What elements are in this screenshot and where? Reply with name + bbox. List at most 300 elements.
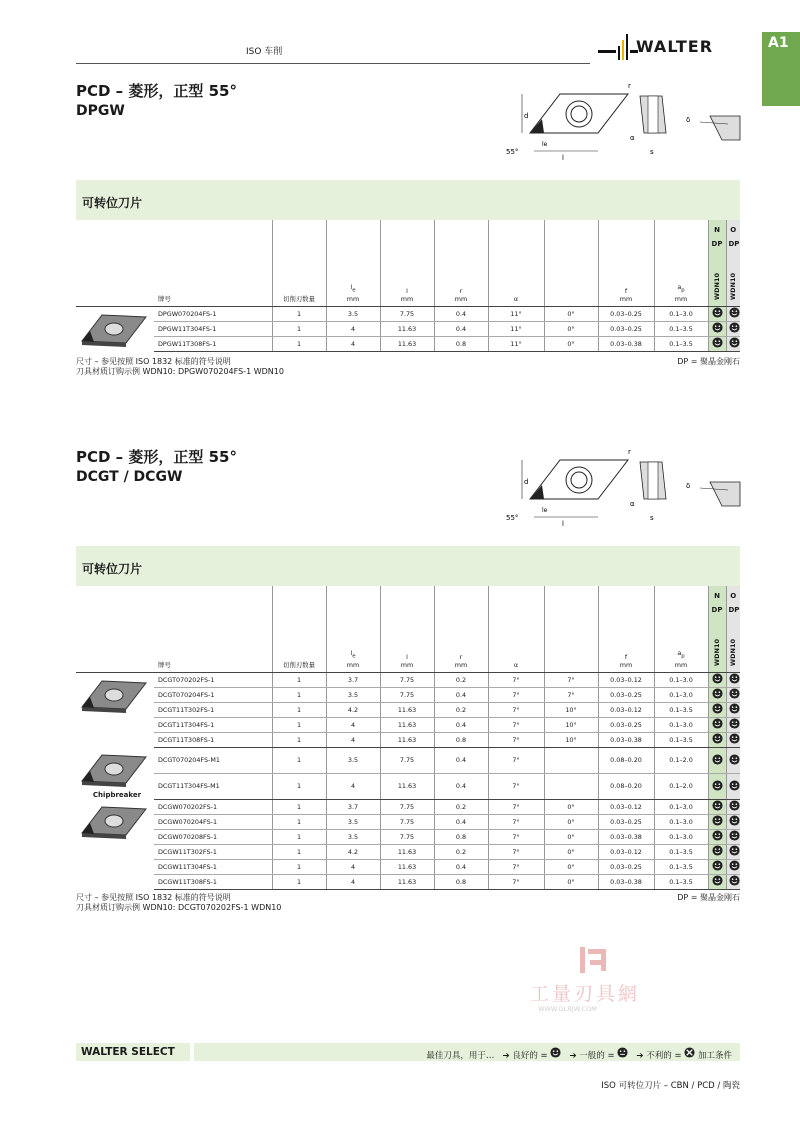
cell-edges: 1	[272, 732, 326, 747]
cell-f: 0.03–0.25	[598, 814, 654, 829]
cell-ap: 0.1–3.5	[654, 874, 708, 889]
table-row	[76, 844, 740, 859]
cell-alpha: 7°	[488, 672, 544, 687]
cell-designation: DCGT070202FS-1	[154, 672, 272, 687]
cell-l: 7.75	[380, 672, 434, 687]
section1-note-order-example: 刀具材质订购示例 WDN10: DPGW070204FS-1 WDN10	[76, 367, 284, 376]
cell-alpha: 7°	[488, 874, 544, 889]
cell-designation: DCGT11T308FS-1	[154, 732, 272, 747]
good-face-icon	[729, 337, 740, 348]
cell-col7: 0°	[544, 874, 598, 889]
cell-alpha: 11°	[488, 321, 544, 336]
col-header-designation: 牌号	[154, 220, 272, 306]
cell-ap: 0.1–3.0	[654, 814, 708, 829]
walter-logo	[598, 32, 740, 60]
diagram-label-l: l	[562, 154, 564, 162]
cell-alpha: 7°	[488, 814, 544, 829]
cell-grade-n	[708, 747, 726, 773]
good-face-icon	[729, 673, 740, 684]
table-row	[76, 874, 740, 889]
cell-grade-o	[726, 336, 740, 351]
cell-f: 0.03–0.12	[598, 799, 654, 814]
cell-edges: 1	[272, 799, 326, 814]
table-row	[76, 321, 740, 336]
cell-edges: 1	[272, 702, 326, 717]
col-header-alpha: α	[488, 220, 544, 306]
table-row	[76, 747, 740, 773]
cell-le: 4	[326, 859, 380, 874]
cell-col7: 0°	[544, 799, 598, 814]
cell-grade-n	[708, 829, 726, 844]
cell-alpha: 7°	[488, 799, 544, 814]
good-face-icon	[729, 688, 740, 699]
cell-grade-o	[726, 321, 740, 336]
cell-grade-n	[708, 732, 726, 747]
good-face-icon	[729, 800, 740, 811]
legend-bad: 不利的 =	[646, 1051, 682, 1061]
cell-edges: 1	[272, 747, 326, 773]
cell-l: 11.63	[380, 321, 434, 336]
cell-f: 0.03–0.25	[598, 687, 654, 702]
col-header-f: f mm	[598, 220, 654, 306]
cell-f: 0.03–0.38	[598, 874, 654, 889]
cell-alpha: 7°	[488, 859, 544, 874]
cell-ap: 0.1–2.0	[654, 773, 708, 799]
cell-r: 0.4	[434, 687, 488, 702]
cell-r: 0.4	[434, 747, 488, 773]
col-header-ap: $a_p$ mm	[654, 586, 708, 672]
cell-f: 0.03–0.25	[598, 306, 654, 321]
cell-col7: 10°	[544, 702, 598, 717]
cell-alpha: 7°	[488, 829, 544, 844]
cell-l: 11.63	[380, 717, 434, 732]
cell-f: 0.03–0.38	[598, 336, 654, 351]
cell-le: 3.5	[326, 306, 380, 321]
col-header-le: $l_e$ mm	[326, 220, 380, 306]
cell-f: 0.08–0.20	[598, 773, 654, 799]
cell-grade-n	[708, 321, 726, 336]
section2-note-order-example: 刀具材质订购示例 WDN10: DCGT070202FS-1 WDN10	[76, 903, 282, 912]
cell-grade-n	[708, 717, 726, 732]
cell-f: 0.03–0.25	[598, 859, 654, 874]
cell-designation: DPGW11T308FS-1	[154, 336, 272, 351]
cell-alpha: 11°	[488, 306, 544, 321]
cell-le: 4	[326, 336, 380, 351]
section2-note-dimensions: 尺寸 – 参见按照 ISO 1832 标准的符号说明	[76, 893, 231, 902]
cell-r: 0.8	[434, 874, 488, 889]
cell-designation: DCGW070208FS-1	[154, 829, 272, 844]
col-header-ap: $a_p$ mm	[654, 220, 708, 306]
cell-designation: DCGT11T304FS-M1	[154, 773, 272, 799]
section2-subtitle: DCGT / DCGW	[76, 469, 183, 485]
cell-edges: 1	[272, 672, 326, 687]
cell-edges: 1	[272, 814, 326, 829]
cell-grade-n	[708, 773, 726, 799]
watermark-text: 工量刃具網	[530, 983, 641, 1005]
diagram-label-r: r	[628, 448, 631, 456]
cell-l: 7.75	[380, 747, 434, 773]
cell-edges: 1	[272, 874, 326, 889]
good-face-icon	[712, 307, 723, 318]
cell-edges: 1	[272, 717, 326, 732]
good-face-icon	[550, 1047, 561, 1058]
insert-image-cell	[76, 747, 154, 799]
diagram-label-s: s	[650, 148, 654, 156]
arrow-icon: ➔	[636, 1051, 644, 1061]
cell-ap: 0.1–3.5	[654, 844, 708, 859]
cell-ap: 0.1–3.5	[654, 336, 708, 351]
good-face-icon	[729, 718, 740, 729]
watermark-logo-icon	[578, 945, 610, 977]
cell-l: 7.75	[380, 814, 434, 829]
diagram-label-l: l	[562, 520, 564, 528]
arrow-icon: ➔	[569, 1051, 577, 1061]
walter-logo-text: WALTER	[636, 37, 714, 56]
walter-logo-mark-icon	[598, 32, 638, 60]
cell-r: 0.2	[434, 702, 488, 717]
cell-r: 0.4	[434, 814, 488, 829]
diagram-label-le: le	[542, 507, 548, 514]
diagram-label-d: d	[524, 478, 529, 486]
cell-grade-o	[726, 306, 740, 321]
good-face-icon	[729, 733, 740, 744]
insert-photo-icon	[78, 749, 150, 791]
cell-r: 0.2	[434, 672, 488, 687]
cell-grade-n	[708, 702, 726, 717]
cell-ap: 0.1–2.0	[654, 747, 708, 773]
good-face-icon	[729, 830, 740, 841]
section1-subtitle: DPGW	[76, 103, 125, 119]
cell-le: 3.5	[326, 747, 380, 773]
cell-designation: DCGT070204FS-M1	[154, 747, 272, 773]
cell-l: 11.63	[380, 844, 434, 859]
cell-designation: DCGW070204FS-1	[154, 814, 272, 829]
good-face-icon	[729, 754, 740, 765]
diagram-label-alpha: α	[630, 134, 635, 142]
cell-r: 0.8	[434, 336, 488, 351]
cell-f: 0.03–0.38	[598, 732, 654, 747]
cell-edges: 1	[272, 844, 326, 859]
cell-grade-n	[708, 799, 726, 814]
cell-designation: DCGW11T304FS-1	[154, 859, 272, 874]
section1-band: 可转位刀片	[76, 180, 740, 220]
chipbreaker-label: Chipbreaker	[92, 791, 142, 799]
legend-good: 良好的 =	[512, 1051, 548, 1061]
diagram-label-alpha: α	[630, 500, 635, 508]
cell-le: 4	[326, 321, 380, 336]
good-face-icon	[729, 703, 740, 714]
cell-le: 3.5	[326, 829, 380, 844]
footer-page-reference: ISO 可转位刀片 – CBN / PCD / 陶瓷	[601, 1081, 740, 1091]
cell-col7: 0°	[544, 859, 598, 874]
cell-grade-n	[708, 874, 726, 889]
cell-le: 3.5	[326, 814, 380, 829]
diagram-label-s: s	[650, 514, 654, 522]
col-header-r: r mm	[434, 586, 488, 672]
section2-band: 可转位刀片	[76, 546, 740, 586]
diagram-label-angle: 55°	[506, 514, 519, 522]
cell-f: 0.03–0.12	[598, 672, 654, 687]
cell-col7: 0°	[544, 306, 598, 321]
table-row	[76, 773, 740, 799]
cell-designation: DPGW11T304FS-1	[154, 321, 272, 336]
diagram-label-le: le	[542, 141, 548, 148]
cell-ap: 0.1–3.5	[654, 702, 708, 717]
table-row	[76, 672, 740, 687]
col-header-col7	[544, 220, 598, 306]
good-face-icon	[712, 337, 723, 348]
cell-grade-o	[726, 732, 740, 747]
cell-col7	[544, 773, 598, 799]
cell-grade-n	[708, 814, 726, 829]
good-face-icon	[729, 780, 740, 791]
table-row	[76, 732, 740, 747]
cell-designation: DPGW070204FS-1	[154, 306, 272, 321]
table-row	[76, 336, 740, 351]
col-header-r: r mm	[434, 220, 488, 306]
good-face-icon	[712, 875, 723, 886]
cell-grade-o	[726, 672, 740, 687]
insert-photo-icon	[78, 801, 150, 843]
table-row	[76, 799, 740, 814]
diagram-label-delta: δ	[686, 482, 691, 490]
cell-r: 0.4	[434, 717, 488, 732]
good-face-icon	[712, 780, 723, 791]
cell-f: 0.03–0.25	[598, 321, 654, 336]
cell-edges: 1	[272, 321, 326, 336]
footer-brand: WALTER SELECT	[76, 1043, 190, 1061]
cell-col7: 0°	[544, 829, 598, 844]
cell-l: 11.63	[380, 732, 434, 747]
cell-ap: 0.1–3.0	[654, 306, 708, 321]
cell-grade-o	[726, 747, 740, 773]
cell-designation: DCGT11T304FS-1	[154, 717, 272, 732]
good-face-icon	[729, 307, 740, 318]
cell-designation: DCGW11T308FS-1	[154, 874, 272, 889]
col-header-edges: 切削刃数量	[272, 220, 326, 306]
diagram-label-r: r	[628, 82, 631, 90]
cell-ap: 0.1–3.0	[654, 829, 708, 844]
cell-le: 4	[326, 773, 380, 799]
insert-image-cell	[76, 672, 154, 747]
cell-l: 7.75	[380, 829, 434, 844]
cell-edges: 1	[272, 306, 326, 321]
cell-col7: 7°	[544, 672, 598, 687]
col-header-col7	[544, 586, 598, 672]
cell-ap: 0.1–3.5	[654, 732, 708, 747]
cell-ap: 0.1–3.5	[654, 859, 708, 874]
cell-ap: 0.1–3.5	[654, 321, 708, 336]
cell-r: 0.4	[434, 306, 488, 321]
cell-col7: 0°	[544, 814, 598, 829]
good-face-icon	[712, 845, 723, 856]
good-face-icon	[729, 815, 740, 826]
cell-grade-o	[726, 799, 740, 814]
insert-photo-icon	[78, 309, 150, 351]
cell-le: 4	[326, 732, 380, 747]
col-header-le: $l_e$ mm	[326, 586, 380, 672]
good-face-icon	[712, 830, 723, 841]
cell-f: 0.03–0.25	[598, 717, 654, 732]
table-row	[76, 717, 740, 732]
good-face-icon	[729, 322, 740, 333]
cell-grade-o	[726, 687, 740, 702]
cell-l: 11.63	[380, 702, 434, 717]
section1-insert-diagram	[500, 78, 745, 164]
cell-f: 0.08–0.20	[598, 747, 654, 773]
cell-edges: 1	[272, 687, 326, 702]
section1-table	[76, 220, 740, 352]
cell-alpha: 7°	[488, 687, 544, 702]
cell-grade-n	[708, 859, 726, 874]
good-face-icon	[712, 754, 723, 765]
cell-grade-o	[726, 829, 740, 844]
footer-legend	[194, 1043, 740, 1061]
good-face-icon	[729, 860, 740, 871]
cell-edges: 1	[272, 336, 326, 351]
legend-conditions: 加工条件	[697, 1051, 732, 1061]
cell-grade-n	[708, 336, 726, 351]
cell-grade-o	[726, 814, 740, 829]
cell-col7	[544, 747, 598, 773]
cell-edges: 1	[272, 773, 326, 799]
cell-ap: 0.1–3.0	[654, 717, 708, 732]
cell-col7: 0°	[544, 844, 598, 859]
cell-edges: 1	[272, 829, 326, 844]
col-header-alpha: α	[488, 586, 544, 672]
col-header-group-n: N DP WDN10	[708, 586, 726, 672]
col-header-l: l mm	[380, 586, 434, 672]
cell-grade-o	[726, 844, 740, 859]
cell-le: 3.7	[326, 672, 380, 687]
good-face-icon	[712, 703, 723, 714]
arrow-icon: ➔	[502, 1051, 510, 1061]
cell-designation: DCGT070204FS-1	[154, 687, 272, 702]
cell-grade-o	[726, 702, 740, 717]
cell-r: 0.2	[434, 799, 488, 814]
cell-l: 11.63	[380, 874, 434, 889]
cell-grade-o	[726, 717, 740, 732]
good-face-icon	[712, 673, 723, 684]
cell-ap: 0.1–3.0	[654, 672, 708, 687]
good-face-icon	[712, 718, 723, 729]
cell-le: 4	[326, 717, 380, 732]
legend-lead: 最佳刀具，用于…	[426, 1051, 495, 1061]
section1-note-dimensions: 尺寸 – 参见按照 ISO 1832 标准的符号说明	[76, 357, 231, 366]
cell-le: 3.5	[326, 687, 380, 702]
cell-col7: 7°	[544, 687, 598, 702]
col-header-group-n: N DP WDN10	[708, 220, 726, 306]
normal-face-icon	[617, 1047, 628, 1058]
cell-grade-n	[708, 687, 726, 702]
diagram-label-angle: 55°	[506, 148, 519, 156]
good-face-icon	[712, 688, 723, 699]
header-rule	[76, 63, 590, 64]
chapter-tab: A1	[762, 32, 800, 106]
cell-r: 0.8	[434, 829, 488, 844]
diagram-label-d: d	[524, 112, 529, 120]
cell-r: 0.4	[434, 321, 488, 336]
insert-photo-icon	[78, 675, 150, 717]
good-face-icon	[729, 845, 740, 856]
table-row	[76, 306, 740, 321]
cell-col7: 0°	[544, 336, 598, 351]
cell-f: 0.03–0.38	[598, 829, 654, 844]
section2-table	[76, 586, 740, 890]
cell-le: 4	[326, 874, 380, 889]
table-row	[76, 687, 740, 702]
cell-l: 11.63	[380, 773, 434, 799]
good-face-icon	[712, 800, 723, 811]
cell-l: 7.75	[380, 306, 434, 321]
cell-alpha: 7°	[488, 844, 544, 859]
insert-image-cell	[76, 799, 154, 889]
cell-f: 0.03–0.12	[598, 844, 654, 859]
legend-normal: 一般的 =	[579, 1051, 615, 1061]
cell-l: 11.63	[380, 859, 434, 874]
col-header-edges: 切削刃数量	[272, 586, 326, 672]
cell-ap: 0.1–3.0	[654, 687, 708, 702]
cell-grade-n	[708, 844, 726, 859]
table-row	[76, 814, 740, 829]
header-category: ISO 车削	[246, 47, 283, 57]
col-header-group-o: O DP WDN10	[726, 220, 740, 306]
cell-grade-o	[726, 773, 740, 799]
cell-edges: 1	[272, 859, 326, 874]
good-face-icon	[712, 322, 723, 333]
good-face-icon	[729, 875, 740, 886]
section1-title: PCD – 菱形，正型 55°	[76, 82, 237, 100]
good-face-icon	[712, 733, 723, 744]
col-header-group-o: O DP WDN10	[726, 586, 740, 672]
cell-alpha: 7°	[488, 717, 544, 732]
cell-alpha: 7°	[488, 773, 544, 799]
cell-grade-o	[726, 859, 740, 874]
cell-le: 3.7	[326, 799, 380, 814]
cell-alpha: 7°	[488, 732, 544, 747]
table-row	[76, 859, 740, 874]
cell-r: 0.4	[434, 859, 488, 874]
cell-grade-n	[708, 306, 726, 321]
cell-r: 0.2	[434, 844, 488, 859]
cell-designation: DCGW11T302FS-1	[154, 844, 272, 859]
cell-f: 0.03–0.12	[598, 702, 654, 717]
section2-note-dp: DP = 聚晶金刚石	[677, 893, 740, 902]
cell-col7: 0°	[544, 321, 598, 336]
cell-designation: DCGT11T302FS-1	[154, 702, 272, 717]
good-face-icon	[712, 815, 723, 826]
cell-grade-o	[726, 874, 740, 889]
table-row	[76, 829, 740, 844]
cell-l: 11.63	[380, 336, 434, 351]
section2-insert-diagram	[500, 444, 745, 530]
cell-r: 0.4	[434, 773, 488, 799]
col-header-l: l mm	[380, 220, 434, 306]
cell-col7: 10°	[544, 732, 598, 747]
cell-r: 0.8	[434, 732, 488, 747]
cell-alpha: 7°	[488, 747, 544, 773]
bad-condition-icon	[684, 1047, 695, 1058]
cell-ap: 0.1–3.0	[654, 799, 708, 814]
col-header-f: f mm	[598, 586, 654, 672]
cell-col7: 10°	[544, 717, 598, 732]
watermark	[530, 945, 680, 1015]
cell-l: 7.75	[380, 687, 434, 702]
insert-image-cell	[76, 306, 154, 351]
cell-designation: DCGW070202FS-1	[154, 799, 272, 814]
cell-alpha: 7°	[488, 702, 544, 717]
watermark-url: WWW.GLRJW.COM	[538, 1005, 597, 1013]
